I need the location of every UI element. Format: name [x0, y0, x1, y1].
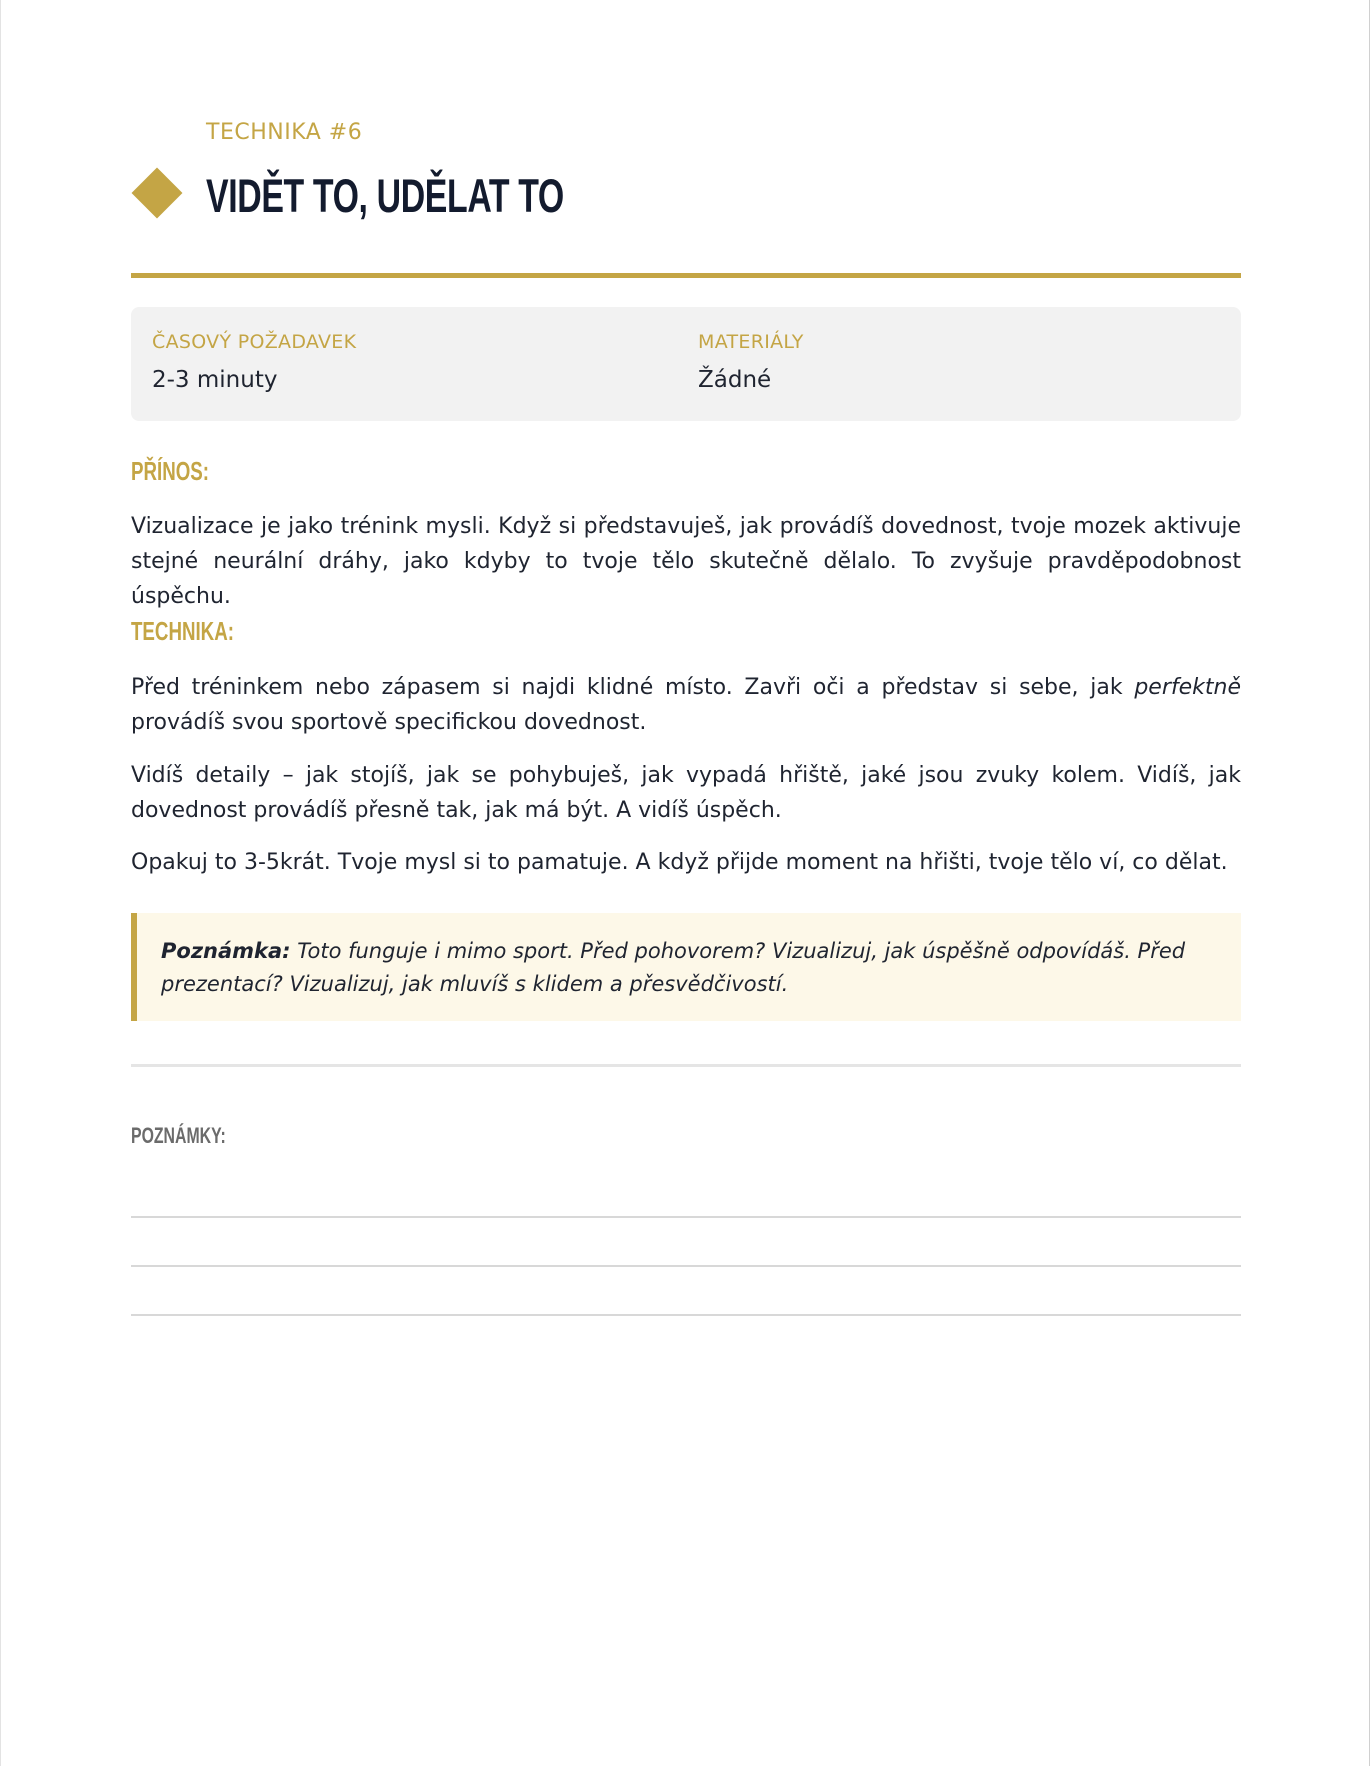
- technique-number: TECHNIKA #6: [206, 120, 363, 145]
- note-label: Poznámka:: [161, 939, 291, 963]
- notes-writing-line: [131, 1314, 1241, 1316]
- materials-label: MATERIÁLY: [698, 331, 804, 353]
- technique-p1-end: provádíš svou sportově specifickou dovednost.: [131, 710, 647, 735]
- page-title: VIDĚT TO, UDĚLAT TO: [206, 169, 564, 222]
- benefit-heading: PŘÍNOS:: [131, 456, 210, 486]
- technique-paragraph-3: Opakuj to 3-5krát. Tvoje mysl si to pamatuje. A když přijde moment na hřišti, tvoje tělo ví, co dělat.: [131, 850, 1228, 875]
- technique-paragraph-2: Vidíš detaily – jak stojíš, jak se pohybuješ, jak vypadá hřiště, jaké jsou zvuky kolem. Vidíš, jak dovednost provádíš přesně tak, jak má být. A vidíš úspěch.: [131, 763, 1241, 823]
- technique-paragraph-1: [131, 670, 1241, 740]
- materials-value: Žádné: [698, 367, 772, 393]
- technique-p1-start: Před tréninkem nebo zápasem si najdi klidné místo. Zavři oči a představ si sebe, jak: [131, 675, 1135, 700]
- meta-info-box: [131, 307, 1241, 421]
- notes-writing-line: [131, 1216, 1241, 1218]
- note-text: Toto funguje i mimo sport. Před pohovorem? Vizualizuj, jak úspěšně odpovídáš. Před prezentací? Vizualizuj, jak mluvíš s klidem a přesvědčivostí.: [161, 939, 1186, 996]
- section-divider: [131, 1064, 1241, 1067]
- notes-writing-line: [131, 1265, 1241, 1267]
- materials: [698, 331, 804, 393]
- title-divider: [131, 273, 1241, 278]
- time-value: 2-3 minuty: [152, 367, 278, 393]
- diamond-icon: [132, 168, 183, 219]
- note-callout: [131, 913, 1241, 1021]
- notes-heading: POZNÁMKY:: [131, 1123, 226, 1148]
- technique-p1-emphasis: perfektně: [1134, 675, 1241, 700]
- time-label: ČASOVÝ POŽADAVEK: [152, 331, 357, 353]
- benefit-text: Vizualizace je jako trénink mysli. Když si představuješ, jak provádíš dovednost, tvoje mozek aktivuje stejné neurální dráhy, jako kdyby to tvoje tělo skutečně dělalo. To zvyšuje pravděpodobnost úspěchu.: [131, 514, 1241, 609]
- technique-heading: TECHNIKA:: [131, 616, 234, 646]
- time-requirement: [152, 331, 356, 393]
